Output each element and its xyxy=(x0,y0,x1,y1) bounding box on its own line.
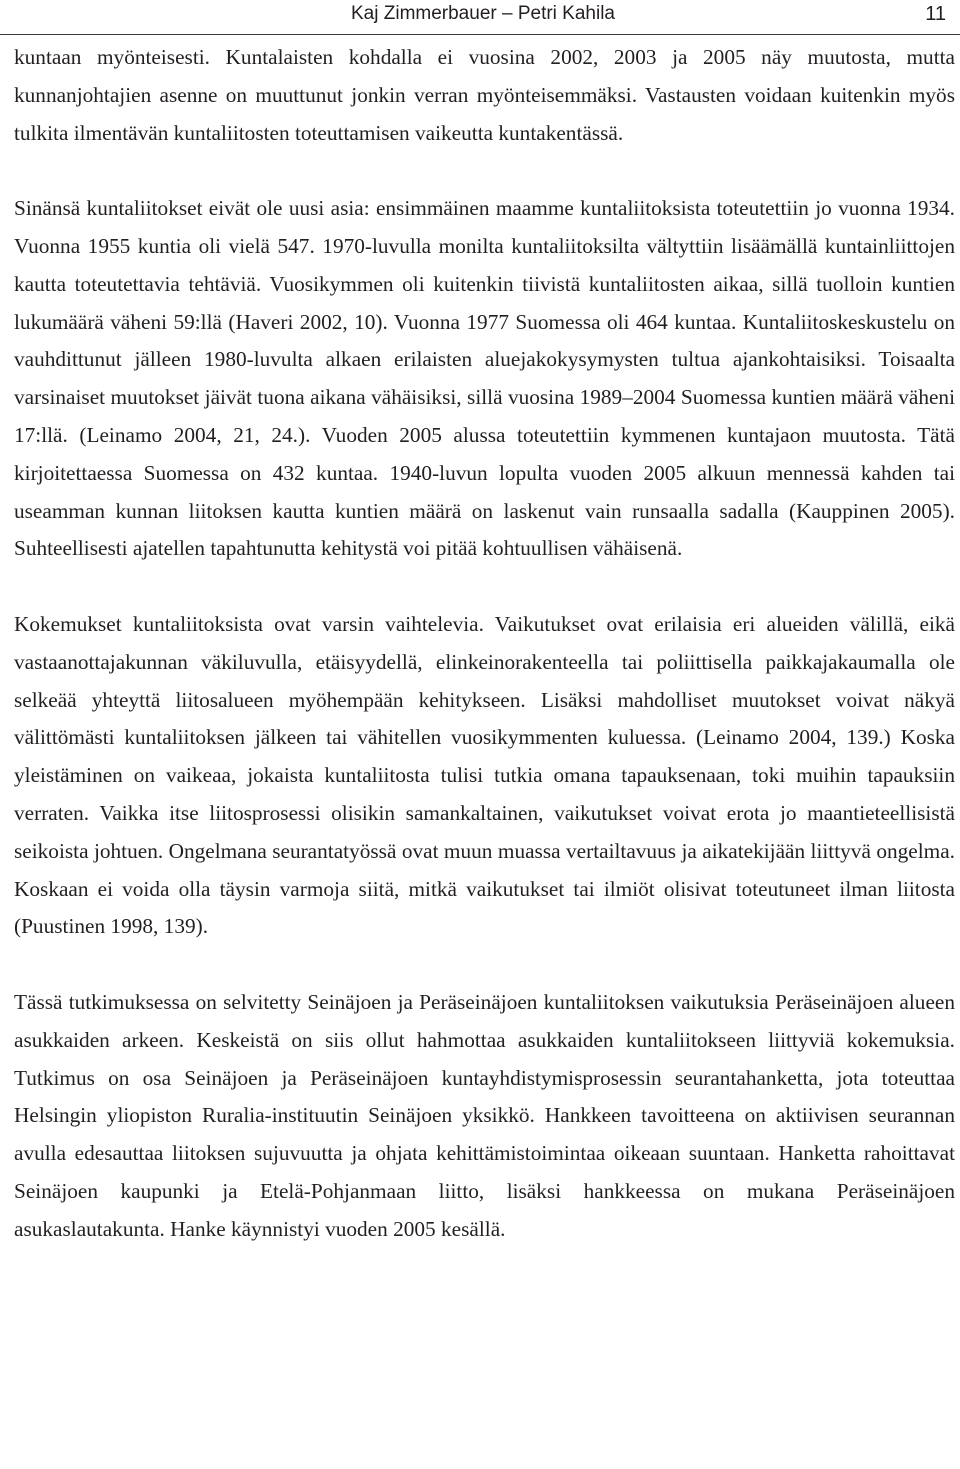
page-number: 11 xyxy=(925,3,946,25)
running-header xyxy=(0,0,960,35)
paragraph-merger-experiences: Kokemukset kuntaliitoksista ovat varsin vaihtelevia. Vaikutukset ovat erilaisia eri alueiden välillä, eikä vastaanottajakunnan väkiluvulla, etäisyydellä, elinkeinorakenteella tai poliittisella paikkajakaumalla ole selkeää yhteyttä liitosalueen myöhempään kehitykseen. Lisäksi mahdolliset muutokset voivat näkyä välittömästi kuntaliitoksen jälkeen tai vähitellen vuosikymmenten kuluessa. (Leinamo 2004, 139.) Koska yleistäminen on vaikeaa, jokaista kuntaliitosta tulisi tutkia omana tapauksenaan, toki muihin tapauksiin verraten. Vaikka itse liitosprosessi olisikin samankaltainen, vaikutukset voivat erota jo maantieteellisistä seikoista johtuen. Ongelmana seurantatyössä ovat muun muassa vertailtavuus ja aikatekijään liittyvä ongelma. Koskaan ei voida olla täysin varmoja siitä, mitkä vaikutukset tai ilmiöt olisivat toteutuneet ilman liitosta (Puustinen 1998, 139). xyxy=(14,611,955,939)
paragraph-study-description: Tässä tutkimuksessa on selvitetty Seinäjoen ja Peräseinäjoen kuntaliitoksen vaikutuksia Peräseinäjoen alueen asukkaiden arkeen. Keskeistä on siis ollut hahmottaa asukkaiden kuntaliitokseen liittyviä kokemuksia. Tutkimus on osa Seinäjoen ja Peräseinäjoen kuntayhdistymisprosessin seurantahanketta, jota toteuttaa Helsingin yliopiston Ruralia-instituutin Seinäjoen yksikkö. Hankkeen tavoitteena on aktiivisen seurannan avulla edesauttaa liitoksen sujuvuutta ja ohjata kehittämistoimintaa oikeaan suuntaan. Hanketta rahoittavat Seinäjoen kaupunki ja Etelä-Pohjanmaan liitto, lisäksi hankkeessa on mukana Peräseinäjoen asukaslautakunta. Hanke käynnistyi vuoden 2005 kesällä. xyxy=(14,989,955,1241)
body-text xyxy=(14,39,955,1249)
paragraph-continuation: kuntaan myönteisesti. Kuntalaisten kohdalla ei vuosina 2002, 2003 ja 2005 näy muutosta, mutta kunnanjohtajien asenne on muuttunut jonkin verran myönteisemmäksi. Vastausten voidaan kuitenkin myös tulkita ilmentävän kuntaliitosten toteuttamisen vaikeutta kuntakentässä. xyxy=(14,45,955,145)
header-authors: Kaj Zimmerbauer – Petri Kahila xyxy=(351,3,615,24)
paragraph-municipal-mergers-history: Sinänsä kuntaliitokset eivät ole uusi asia: ensimmäinen maamme kuntaliitoksista toteutettiin jo vuonna 1934. Vuonna 1955 kuntia oli vielä 547. 1970-luvulla monilta kuntaliitoksilta vältyttiin lisäämällä kuntainliittojen kautta toteutettavia tehtäviä. Vuosikymmen oli kuitenkin tiivistä kuntaliitosten aikaa, sillä tuolloin kuntien lukumäärä väheni 59:llä (Haveri 2002, 10). Vuonna 1977 Suomessa oli 464 kuntaa. Kuntaliitoskeskustelu on vauhdittunut jälleen 1980-luvulta alkaen erilaisten aluejakokysymysten tultua ajankohtaisiksi. Toisaalta varsinaiset muutokset jäivät tuona aikana vähäisiksi, sillä vuosina 1989–2004 Suomessa kuntien määrä väheni 17:llä. (Leinamo 2004, 21, 24.). Vuoden 2005 alussa toteutettiin kymmenen kuntajaon muutosta. Tätä kirjoitettaessa Suomessa on 432 kuntaa. 1940-luvun lopulta vuoden 2005 alkuun mennessä kahden tai useamman kunnan liitoksen kautta kuntien määrä on laskenut vain runsaalla sadalla (Kauppinen 2005). Suhteellisesti ajatellen tapahtunutta kehitystä voi pitää kohtuullisen vähäisenä. xyxy=(14,196,955,561)
